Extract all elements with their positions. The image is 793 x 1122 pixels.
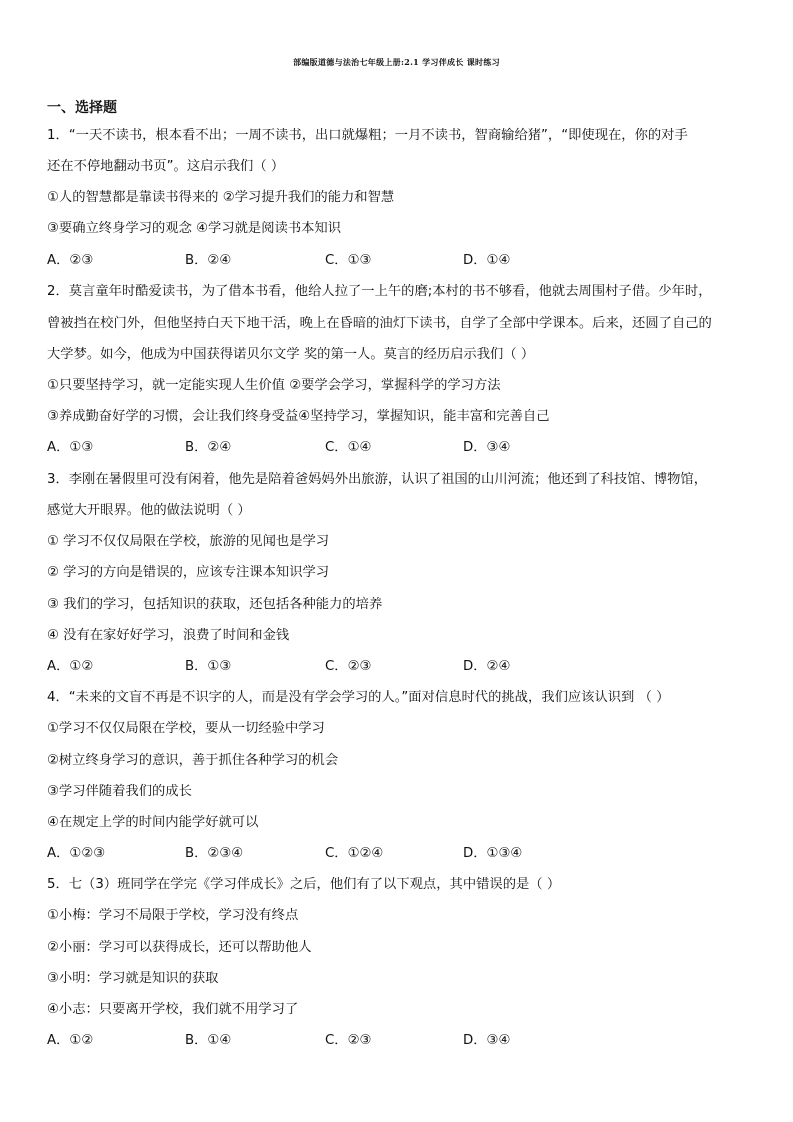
question-3-line-2: 感觉大开眼界。他的做法说明（ ）	[47, 503, 251, 518]
option-d: D．③④	[463, 1033, 511, 1048]
question-2-line-1: 2．莫言童年时酷爱读书，为了借本书看，他给人拉了一上午的磨;本村的书不够看，他就去周围村子借。少年时，	[47, 284, 712, 299]
option-a: A．①②	[47, 1033, 94, 1048]
question-1-options	[47, 252, 647, 270]
question-5-options	[47, 1032, 647, 1050]
question-1-line-2: 还在不停地翻动书页”。这启示我们（ ）	[47, 159, 285, 174]
option-d: D．②④	[463, 659, 511, 674]
option-b: B．①③	[185, 659, 232, 674]
question-3-line-1: 3．李刚在暑假里可没有闲着，他先是陪着爸妈妈外出旅游，认识了祖国的山川河流；他还到了科技馆、博物馆，	[47, 472, 708, 487]
option-b: B．②④	[185, 440, 232, 455]
option-c: C．①④	[325, 440, 372, 455]
question-5-choice-4: ④小志：只要离开学校，我们就不用学习了	[47, 1002, 299, 1017]
question-1-choice-1-2: ①人的智慧都是靠读书得来的 ②学习提升我们的能力和智慧	[47, 190, 395, 205]
question-5-line-1: 5．七（3）班同学在学完《学习伴成长》之后，他们有了以下观点，其中错误的是（ ）	[47, 877, 561, 892]
option-a: A．①②	[47, 659, 94, 674]
question-2-line-2: 曾被挡在校门外，但他坚持白天下地干活，晚上在昏暗的油灯下读书，自学了全部中学课本。后来，还圆了自己的	[47, 316, 712, 331]
option-c: C．①③	[325, 253, 372, 268]
question-4-options	[47, 845, 647, 863]
option-a: A．①③	[47, 440, 94, 455]
question-2-choice-1-2: ①只要坚持学习，就一定能实现人生价值 ②要学会学习，掌握科学的学习方法	[47, 378, 501, 393]
question-4-choice-4: ④在规定上学的时间内能学好就可以	[47, 815, 259, 830]
option-c: C．②③	[325, 659, 372, 674]
option-a: A．②③	[47, 253, 94, 268]
question-3-choice-4: ④ 没有在家好好学习，浪费了时间和金钱	[47, 628, 290, 643]
question-3-options	[47, 658, 647, 676]
option-d: D．③④	[463, 440, 511, 455]
option-c: C．①②④	[325, 846, 384, 861]
question-4-choice-2: ②树立终身学习的意识，善于抓住各种学习的机会	[47, 753, 339, 768]
option-b: B．①④	[185, 1033, 232, 1048]
option-d: D．①④	[463, 253, 511, 268]
question-1-choice-3-4: ③要确立终身学习的观念 ④学习就是阅读书本知识	[47, 221, 342, 236]
question-4-line-1: 4．“未来的文盲不再是不识字的人，而是没有学会学习的人。”面对信息时代的挑战，我们应该认识到 （ ）	[47, 690, 670, 705]
question-3-choice-1: ① 学习不仅仅局限在学校，旅游的见闻也是学习	[47, 534, 330, 549]
document-title: 部编版道德与法治七年级上册:2.1 学习伴成长 课时练习	[293, 57, 500, 67]
question-2-options	[47, 439, 647, 457]
question-5-choice-3: ③小明：学习就是知识的获取	[47, 971, 219, 986]
option-d: D．①③④	[463, 846, 523, 861]
section-heading: 一、选择题	[47, 100, 117, 116]
question-5-choice-2: ②小丽：学习可以获得成长，还可以帮助他人	[47, 940, 312, 955]
question-2-choice-3-4: ③养成勤奋好学的习惯，会让我们终身受益④坚持学习，掌握知识，能丰富和完善自己	[47, 409, 550, 424]
question-1-line-1: 1．“一天不读书，根本看不出；一周不读书，出口就爆粗；一月不读书，智商输给猪”，“即使现在，你的对手	[47, 128, 688, 143]
question-4-choice-1: ①学习不仅仅局限在学校，要从一切经验中学习	[47, 721, 325, 736]
question-3-choice-2: ② 学习的方向是错误的，应该专注课本知识学习	[47, 565, 330, 580]
option-b: B．②④	[185, 253, 232, 268]
question-3-choice-3: ③ 我们的学习，包括知识的获取，还包括各种能力的培养	[47, 597, 383, 612]
option-b: B．②③④	[185, 846, 244, 861]
question-5-choice-1: ①小梅：学习不局限于学校，学习没有终点	[47, 908, 299, 923]
option-a: A．①②③	[47, 846, 106, 861]
question-4-choice-3: ③学习伴随着我们的成长	[47, 784, 192, 799]
question-2-line-3: 大学梦。如今，他成为中国获得诺贝尔文学 奖的第一人。莫言的经历启示我们（ ）	[47, 347, 535, 362]
option-c: C．②③	[325, 1033, 372, 1048]
